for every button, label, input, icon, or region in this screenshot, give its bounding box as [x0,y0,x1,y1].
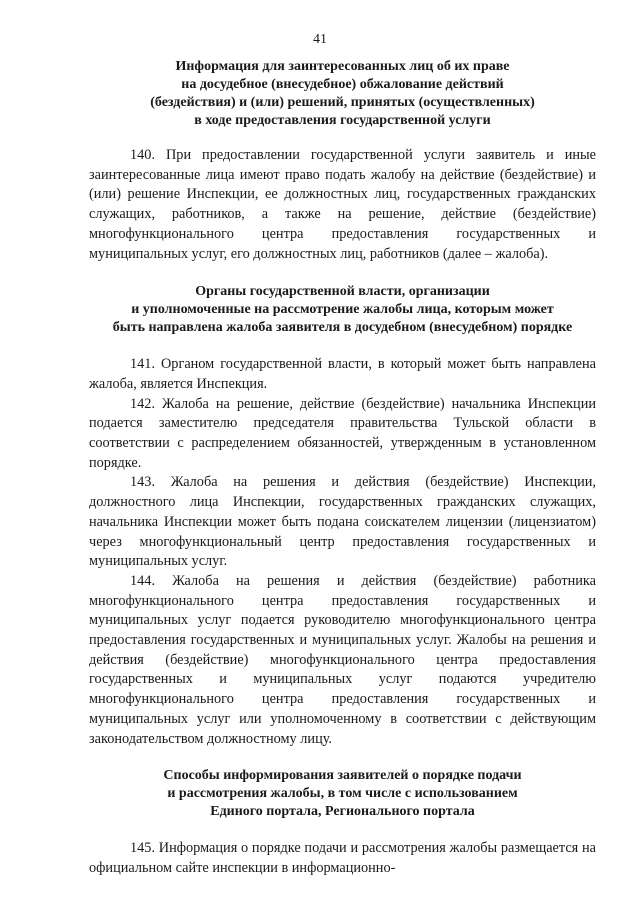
paragraph-142: 142. Жалоба на решение, действие (бездействие) начальника Инспекции подается заместителю председателя правительства Тульской области в соответствии с распределением обязанностей, утвержденным в установленном порядке. [89,395,596,471]
heading-line: Информация для заинтересованных лиц об их праве [175,59,510,74]
paragraph-145: 145. Информация о порядке подачи и рассмотрения жалобы размещается на официальном сайте инспекции в информационно- [89,840,596,876]
paragraph-143: 143. Жалоба на решения и действия (бездействие) Инспекции, должностного лица Инспекции, государственных гражданских служащих, начальника Инспекции может быть подана соискателем лицензии (лицензиатом) через многофункциональный центр предоставления государственных и муниципальных услуг. [89,474,596,570]
page-number: 41 [313,32,327,47]
paragraph-144: 144. Жалоба на решения и действия (бездействие) работника многофункционального центра предоставления государственных и муниципальных услуг подается руководителю многофункционального центра предоставления государственных и муниципальных услуг. Жалобы на решения и действия (бездействие) многофункционального центра предоставления государственных и муниципальных услуг подаются учредителю многофункционального центра предоставления государственных и муниципальных услуг или уполномоченному в соответствии с действующим законодательством должностному лицу. [89,572,596,747]
section-heading-authorities [89,283,596,337]
heading-line: быть направлена жалоба заявителя в досудебном (внесудебном) порядке [112,320,573,336]
heading-line: Способы информирования заявителей о порядке подачи [163,768,522,784]
section-heading-appeal-rights [89,58,596,130]
paragraph-140: 140. При предоставлении государственной услуги заявитель и иные заинтересованные лица имеют право подать жалобу на действие (бездействие) и (или) решение Инспекции, ее должностных лиц, государственных гражданских служащих, работников, а также на решение, действие (бездействие) многофункционального центра предоставления государственных и муниципальных услуг, его должностных лиц, работников (далее – жалоба). [89,147,596,262]
heading-line: в ходе предоставления государственной услуги [194,113,491,128]
heading-line: Органы государственной власти, организации [195,284,490,300]
paragraph-141: 141. Органом государственной власти, в который может быть направлена жалоба, является Инспекция. [89,356,596,392]
document-body [89,58,596,879]
heading-line: Единого портала, Регионального портала [210,804,475,820]
heading-line: на досудебное (внесудебное) обжалование действий [181,77,504,92]
heading-line: (бездействия) и (или) решений, принятых (осуществленных) [150,95,535,110]
heading-line: и уполномоченные на рассмотрение жалобы лица, которым может [131,302,554,318]
section-heading-informing-methods [89,767,596,821]
heading-line: и рассмотрения жалобы, в том числе с использованием [167,786,518,802]
